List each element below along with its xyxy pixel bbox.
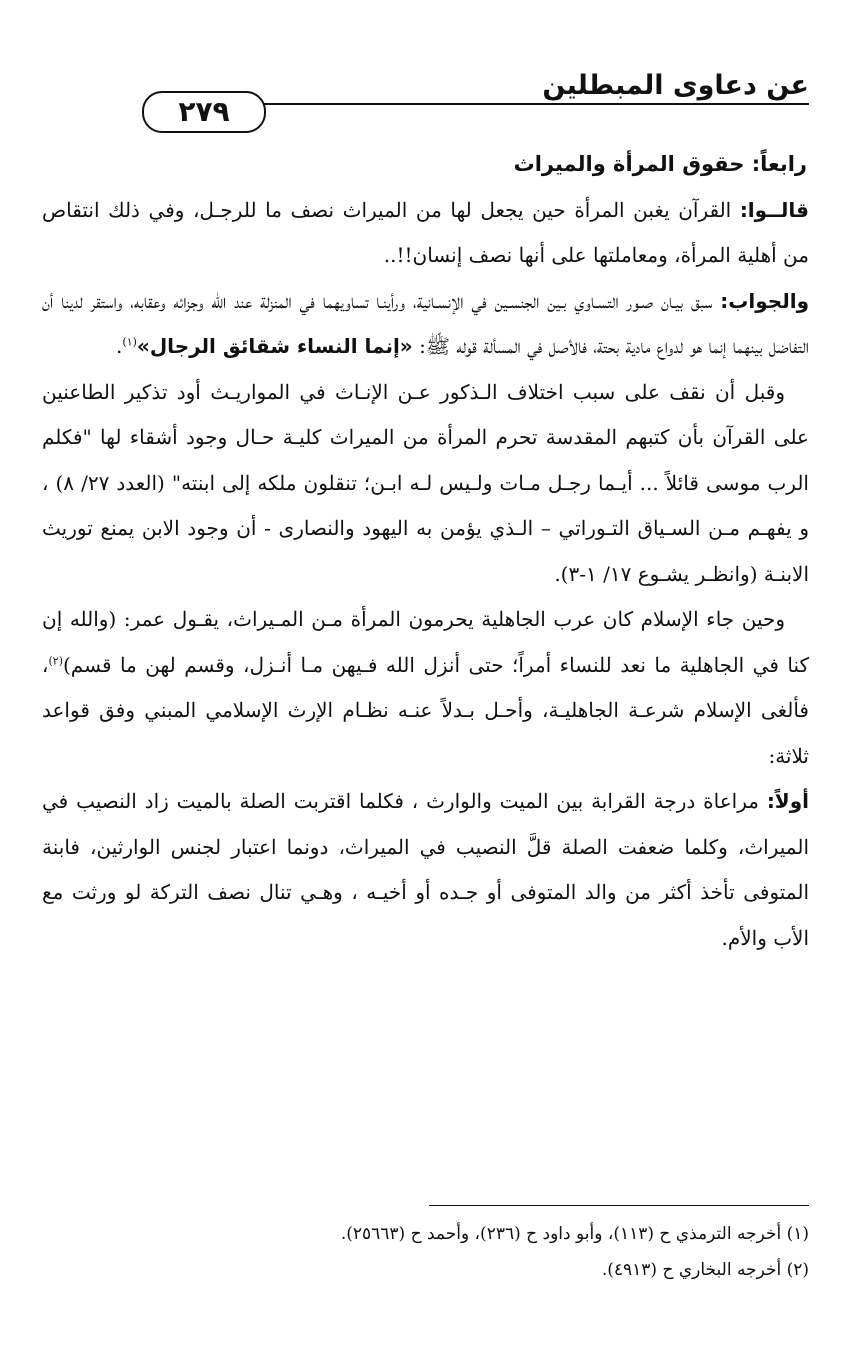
- hadith-quote: «إنما النساء شقائق الرجال»: [136, 334, 413, 358]
- answer-lead: والجواب:: [720, 288, 809, 313]
- islam-text-b: ، فألغى الإسلام شرعـة الجاهليـة، وأحـل بـدلاً عنـه نظـام الإرث الإسلامي المبني وفق قواعد ثلاثة:: [42, 652, 809, 768]
- running-title: عن دعاوى المبطلين: [542, 70, 809, 101]
- header-rule: [222, 103, 809, 105]
- footnotes: [42, 1216, 809, 1288]
- paragraph-islam: [42, 597, 809, 779]
- claim-lead: قالــوا:: [739, 197, 809, 222]
- footnote-separator: [429, 1205, 809, 1206]
- paragraph-answer: [42, 279, 809, 370]
- rule-one-lead: أولاً:: [766, 789, 809, 813]
- footnote-ref-1: (١): [122, 335, 137, 349]
- page-number: ٢٧٩: [142, 91, 266, 133]
- body-text: [42, 142, 809, 961]
- footnote-1: (١) أخرجه الترمذي ح (١١٣)، وأبو داود ح (٢٣٦)، وأحمد ح (٢٥٦٦٣).: [340, 1224, 809, 1244]
- rule-one-text: مراعاة درجة القرابة بين الميت والوارث ، فكلما اقتربت الصلة بالميت زاد النصيب في الميراث، وكلما ضعفت الصلة قلَّ النصيب في الميراث، دونما اعتبار لجنس الوارثين، فابنة المتوفى تأخذ أكثر من والد المتوفى أو جـده أو أخيـه ، وهـي تنال نصف التركة لو ورثت مع الأب والأم.: [42, 789, 809, 950]
- paragraph-rule-one: [42, 779, 809, 961]
- paragraph-scripture: وقبل أن نقف على سبب اختلاف الـذكور عـن الإنـاث في المواريـث أود تذكير الطاعنين على القرآن بأن كتبهم المقدسة تحرم المرأة من الميراث كليـة حـال وجود أشقاء لها "فكلم الرب موسى قائلاً ... أيـما رجـل مـات ولـيس لـه ابـن؛ تنقلون ملكه إلى ابنته" (العدد ٢٧/ ٨) ، و يفهـم مـن السـياق التـوراتي – الـذي يؤمن به اليهود والنصارى - أن وجود الابن يمنع توريث الابنـة (وانظـر يشـوع ١٧/ ١-٣).: [42, 379, 809, 586]
- answer-end: .: [116, 334, 123, 358]
- paragraph-claim: [42, 188, 809, 279]
- islam-text-a: وحين جاء الإسلام كان عرب الجاهلية يحرمون المرأة مـن المـيراث، يقـول عمر: (والله إن كنا في الجاهلية ما نعد للنساء أمراً؛ حتى أنزل الله فـيهن مـا أنـزل، وقسم لهن ما قسم): [42, 607, 809, 677]
- claim-text: القرآن يغبن المرأة حين يجعل لها من الميراث نصف ما للرجـل، وفي ذلك انتقاص من أهلية المرأة، ومعاملتها على أنها نصف إنسان!!..: [42, 197, 809, 267]
- footnote-ref-2: (٢): [48, 653, 63, 667]
- section-heading: رابعاً: حقوق المرأة والميراث: [513, 152, 807, 176]
- answer-text: سبق بيـان صـور التسـاوي بـين الجنسـين في الإنسـانية، ورأينـا تساويهما في المنزلة عند الله وجزائه وعقابه، واستقر لدينا أن التفاضل بينهما إنما هو لدواع مادية بحتة، فالأصل في المسألة قوله ﷺ:: [42, 288, 809, 358]
- page-header: [42, 58, 809, 128]
- footnote-2: (٢) أخرجه البخاري ح (٤٩١٣).: [601, 1260, 809, 1280]
